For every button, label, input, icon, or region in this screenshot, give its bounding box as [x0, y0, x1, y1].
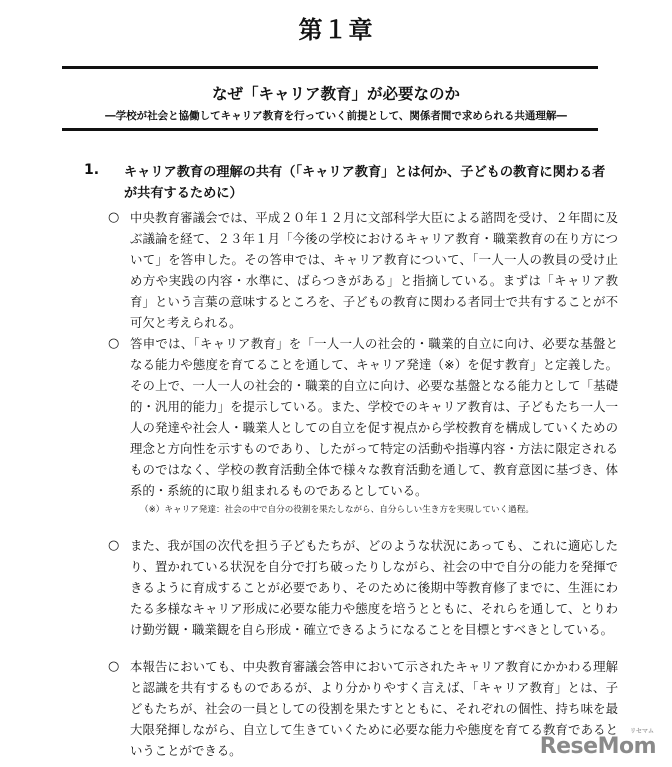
paragraph-2 — [108, 333, 618, 517]
section-number: 1. — [84, 162, 100, 178]
paragraph-text: 中央教育審議会では、平成２０年１２月に文部科学大臣による諮問を受け、２年間に及ぶ議論を経て、２３年１月「今後の学校におけるキャリア教育・職業教育の在り方について」を答申した。その答申では、キャリア教育について、「一人一人の教員の受け止め方や実践の内容・水準に、ばらつきがある」と指摘している。まずは「キャリア教育」という言葉の意味するところを、子どもの教育に関わる者同士で共有することが不可欠と考えられる。 — [130, 210, 618, 330]
bullet-circle: ○ — [108, 336, 120, 351]
section-heading: キャリア教育の理解の共有（「キャリア教育」とは何か、子どもの教育に関わる者が共有するために） — [124, 165, 606, 201]
bullet-circle: ○ — [108, 538, 120, 553]
bottom-rule — [62, 128, 598, 131]
paragraph-1 — [108, 207, 618, 333]
paragraph-text: 答申では、「キャリア教育」を「一人一人の社会的・職業的自立に向け、必要な基盤となる能力や態度を育てることを通して、キャリア発達（※）を促す教育」と定義した。その上で、一人一人の社会的・職業的自立に向け、必要な基盤となる能力として「基礎的・汎用的能力」を提示している。また、学校でのキャリア教育は、子どもたち一人一人の発達や社会人・職業人としての自立を促す視点から学校教育を構成していくための理念と方向性を示すものであり、したがって特定の活動や指導内容・方法に限定されるものではなく、学校の教育活動全体で様々な教育活動を通して、教育意図に基づき、体系的・系統的に取り組まれるものであるとしている。 — [130, 336, 618, 498]
logo-text: ReseMom — [539, 734, 656, 759]
paragraph-text: また、我が国の次代を担う子どもたちが、どのような状況にあっても、これに適応したり、置かれている状況を自分で打ち破ったりしながら、社会の中で自分の能力を発揮できるように育成することが必要であり、そのために後期中等教育修了までに、生涯にわたる多様なキャリア形成に必要な能力や態度を培うとともに、それらを通して、とりわけ勤労観・職業観を自ら形成・確立できるようになることを目標とすべきとしている。 — [130, 538, 618, 637]
paragraph-text: 本報告においても、中央教育審議会答申において示されたキャリア教育にかかわる理解と認識を共有するものであるが、より分かりやすく言えば、「キャリア教育」とは、子どもたちが、社会の一員としての役割を果たすとともに、それぞれの個性、持ち味を最大限発揮しながら、自立して生きていくために必要な能力や態度を育てる教育であるということができる。 — [130, 659, 618, 758]
resemom-logo — [539, 728, 656, 759]
bullet-circle: ○ — [108, 210, 120, 225]
page-title: なぜ「キャリア教育」が必要なのか — [211, 85, 460, 103]
top-rule — [62, 66, 598, 69]
bullet-circle: ○ — [108, 659, 120, 674]
footnote: （※）キャリア発達：社会の中で自分の役割を果たしながら、自分らしい生き方を実現していく過程。 — [140, 505, 534, 515]
chapter-title: 第１章 — [298, 16, 374, 44]
logo-kana: リセマム — [630, 728, 654, 735]
page-subtitle: ―学校が社会と協働してキャリア教育を行っていく前提として、関係者間で求められる共通理解― — [105, 110, 567, 122]
paragraph-3 — [108, 535, 618, 640]
